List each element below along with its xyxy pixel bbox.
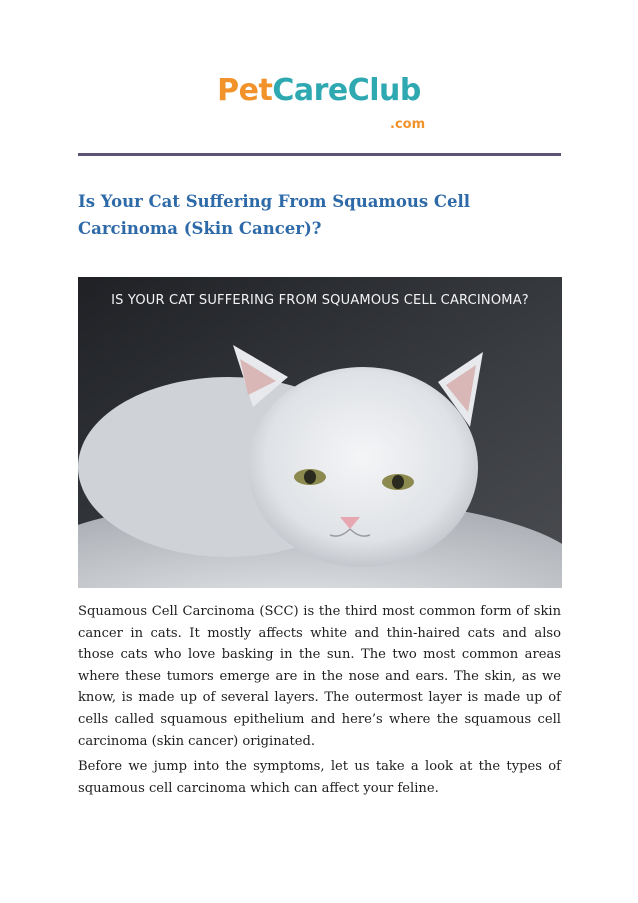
hero-caption: IS YOUR CAT SUFFERING FROM SQUAMOUS CELL CARCINOMA? — [111, 293, 529, 308]
logo-club-text: Club — [347, 73, 421, 108]
header-divider — [78, 153, 561, 156]
site-logo[interactable] — [0, 73, 638, 132]
logo-tld-text: .com — [390, 117, 426, 132]
article-title: Is Your Cat Suffering From Squamous Cell Carcinoma (Skin Cancer)? — [78, 192, 471, 238]
article-paragraph: Squamous Cell Carcinoma (SCC) is the third most common form of skin cancer in cats. It mostly affects white and thin-haired cats and also those cats who love basking in the sun. The two most common areas where these tumors emerge are in the nose and ears. The skin, as we know, is made up of several layers. The outermost layer is made up of cells called squamous epithelium and here’s where the squamous cell carcinoma (skin cancer) originated. — [78, 604, 561, 749]
white-cat-illustration — [78, 277, 562, 588]
logo-pet-text: Pet — [217, 73, 273, 108]
article-paragraph: Before we jump into the symptoms, let us take a look at the types of squamous cell carcinoma which can affect your feline. — [78, 759, 561, 796]
hero-image — [78, 277, 562, 588]
logo-care-text: Care — [272, 73, 348, 108]
